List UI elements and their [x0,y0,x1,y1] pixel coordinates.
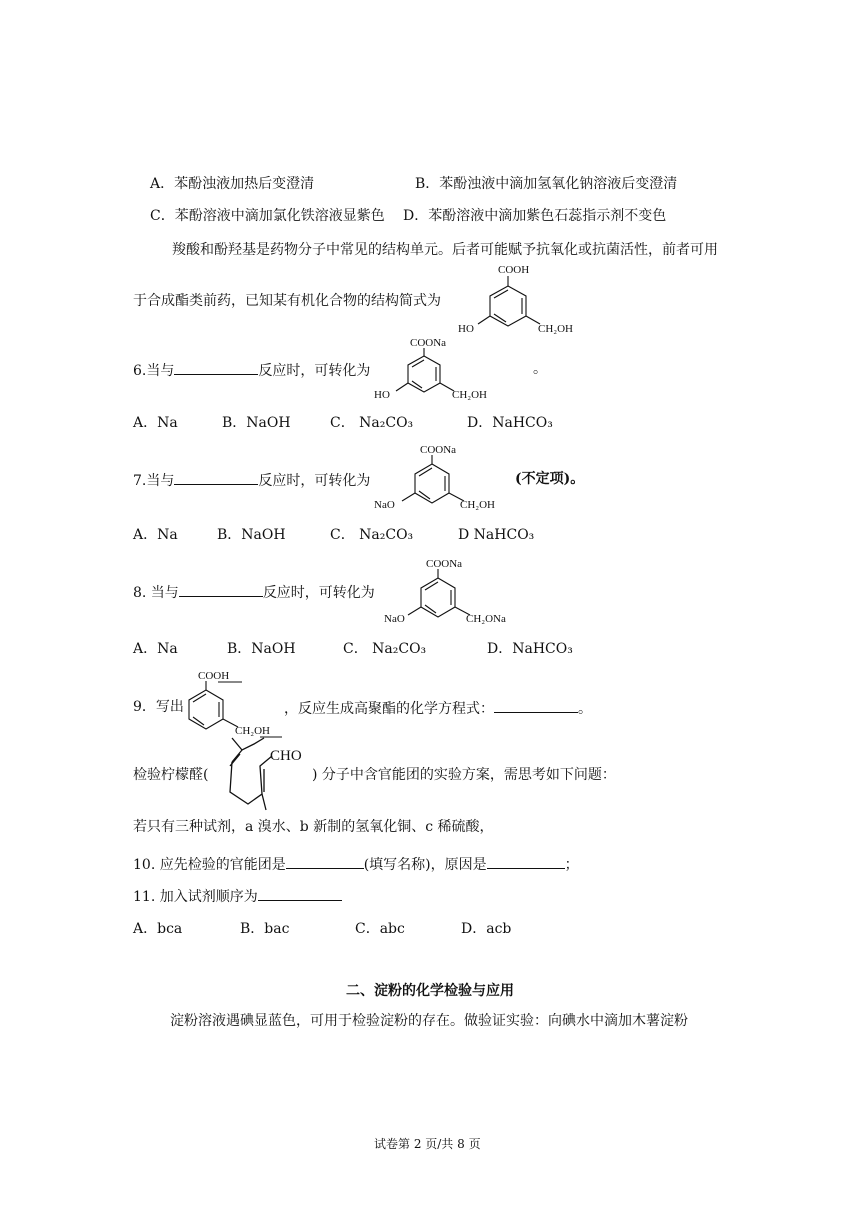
structure-1 [450,262,590,338]
structure-9 [180,668,290,740]
q8-option-c: C． Na₂CO₃ [343,641,427,657]
q7-blank[interactable] [174,470,258,485]
s1-top-label: COOH [498,264,530,276]
q7-note: (不定项)。 [515,471,585,487]
q6-option-a: A．Na [133,415,178,431]
citral-cho-label: CHO [270,748,302,764]
s8-left-label: NaO [384,613,405,625]
q9-stem: ，反应生成高聚酯的化学方程式： 。 [284,698,592,718]
q6-end: 。 [533,361,547,377]
q11-option-c: C．abc [355,921,405,937]
structure-6 [366,336,506,402]
q7-option-a: A．Na [133,527,178,543]
q8-option-b: B．NaOH [227,641,296,657]
s8-right-label: CH₂ONa [466,613,506,625]
q11-option-a: A．bca [133,921,183,937]
structure-8 [380,556,540,628]
q11-blank[interactable] [258,886,342,901]
section-2-title: 二、淀粉的化学检验与应用 [346,983,514,999]
q6-option-d: D．NaHCO₃ [467,415,553,431]
q8-option-d: D．NaHCO₃ [487,641,573,657]
s8-top-label: COONa [426,558,463,570]
q10-stem: 10. 应先检验的官能团是 (填写名称)，原因是 ； [133,854,579,874]
s1-left-label: HO [458,323,474,335]
q9-pre: 9．写出 [133,699,184,715]
citral-structure [218,736,318,812]
q5-option-d: D．苯酚溶液中滴加紫色石蕊指示剂不变色 [403,208,667,224]
intro-line-1: 羧酸和酚羟基是药物分子中常见的结构单元。后者可能赋予抗氧化或抗菌活性，前者可用 [172,242,718,258]
s6-right-label: CH₂OH [452,389,488,401]
q9-blank[interactable] [494,698,578,713]
citral-pre: 检验柠檬醛( [133,767,209,783]
q7-option-d: D NaHCO₃ [458,527,535,543]
q6-option-b: B．NaOH [222,415,291,431]
s6-left-label: HO [374,389,390,401]
q7-stem: 7.当与 反应时，可转化为 [133,470,370,490]
citral-reagents: 若只有三种试剂，a 溴水、b 新制的氢氧化铜、c 稀硫酸， [133,819,494,835]
q6-stem: 6.当与 反应时，可转化为 [133,360,370,380]
page-footer: 试卷第 2 页/共 8 页 [374,1137,481,1151]
structure-7 [368,442,518,514]
s6-top-label: COONa [410,337,447,349]
q6-option-c: C． Na₂CO₃ [330,415,414,431]
q10-blank-group[interactable] [286,854,364,869]
q8-stem: 8. 当与 反应时，可转化为 [133,582,375,602]
q11-option-d: D．acb [461,921,512,937]
q5-option-c: C．苯酚溶液中滴加氯化铁溶液显紫色 [150,208,385,224]
q5-option-a: A．苯酚浊液加热后变澄清 [150,176,315,192]
q11-stem: 11. 加入试剂顺序为 [133,886,342,906]
q8-option-a: A．Na [133,641,178,657]
s9-top-label: COOH [198,670,230,682]
s7-right-label: CH₂OH [460,499,496,511]
citral-post: ) 分子中含官能团的实验方案，需思考如下问题： [312,767,616,783]
q10-blank-reason[interactable] [487,854,565,869]
s1-right-label: CH₂OH [538,323,574,335]
q6-blank[interactable] [174,360,258,375]
q7-option-b: B．NaOH [217,527,286,543]
q8-blank[interactable] [179,582,263,597]
intro-line-2: 于合成酯类前药，已知某有机化合物的结构简式为 [133,293,441,309]
s7-top-label: COONa [420,444,457,456]
section-2-text: 淀粉溶液遇碘显蓝色，可用于检验淀粉的存在。做验证实验：向碘水中滴加木薯淀粉 [170,1013,688,1029]
q5-option-b: B．苯酚浊液中滴加氢氧化钠溶液后变澄清 [415,176,678,192]
q7-option-c: C． Na₂CO₃ [330,527,414,543]
s7-left-label: NaO [374,499,395,511]
s9-right-label: CH₂OH [235,725,271,737]
q11-option-b: B．bac [240,921,290,937]
